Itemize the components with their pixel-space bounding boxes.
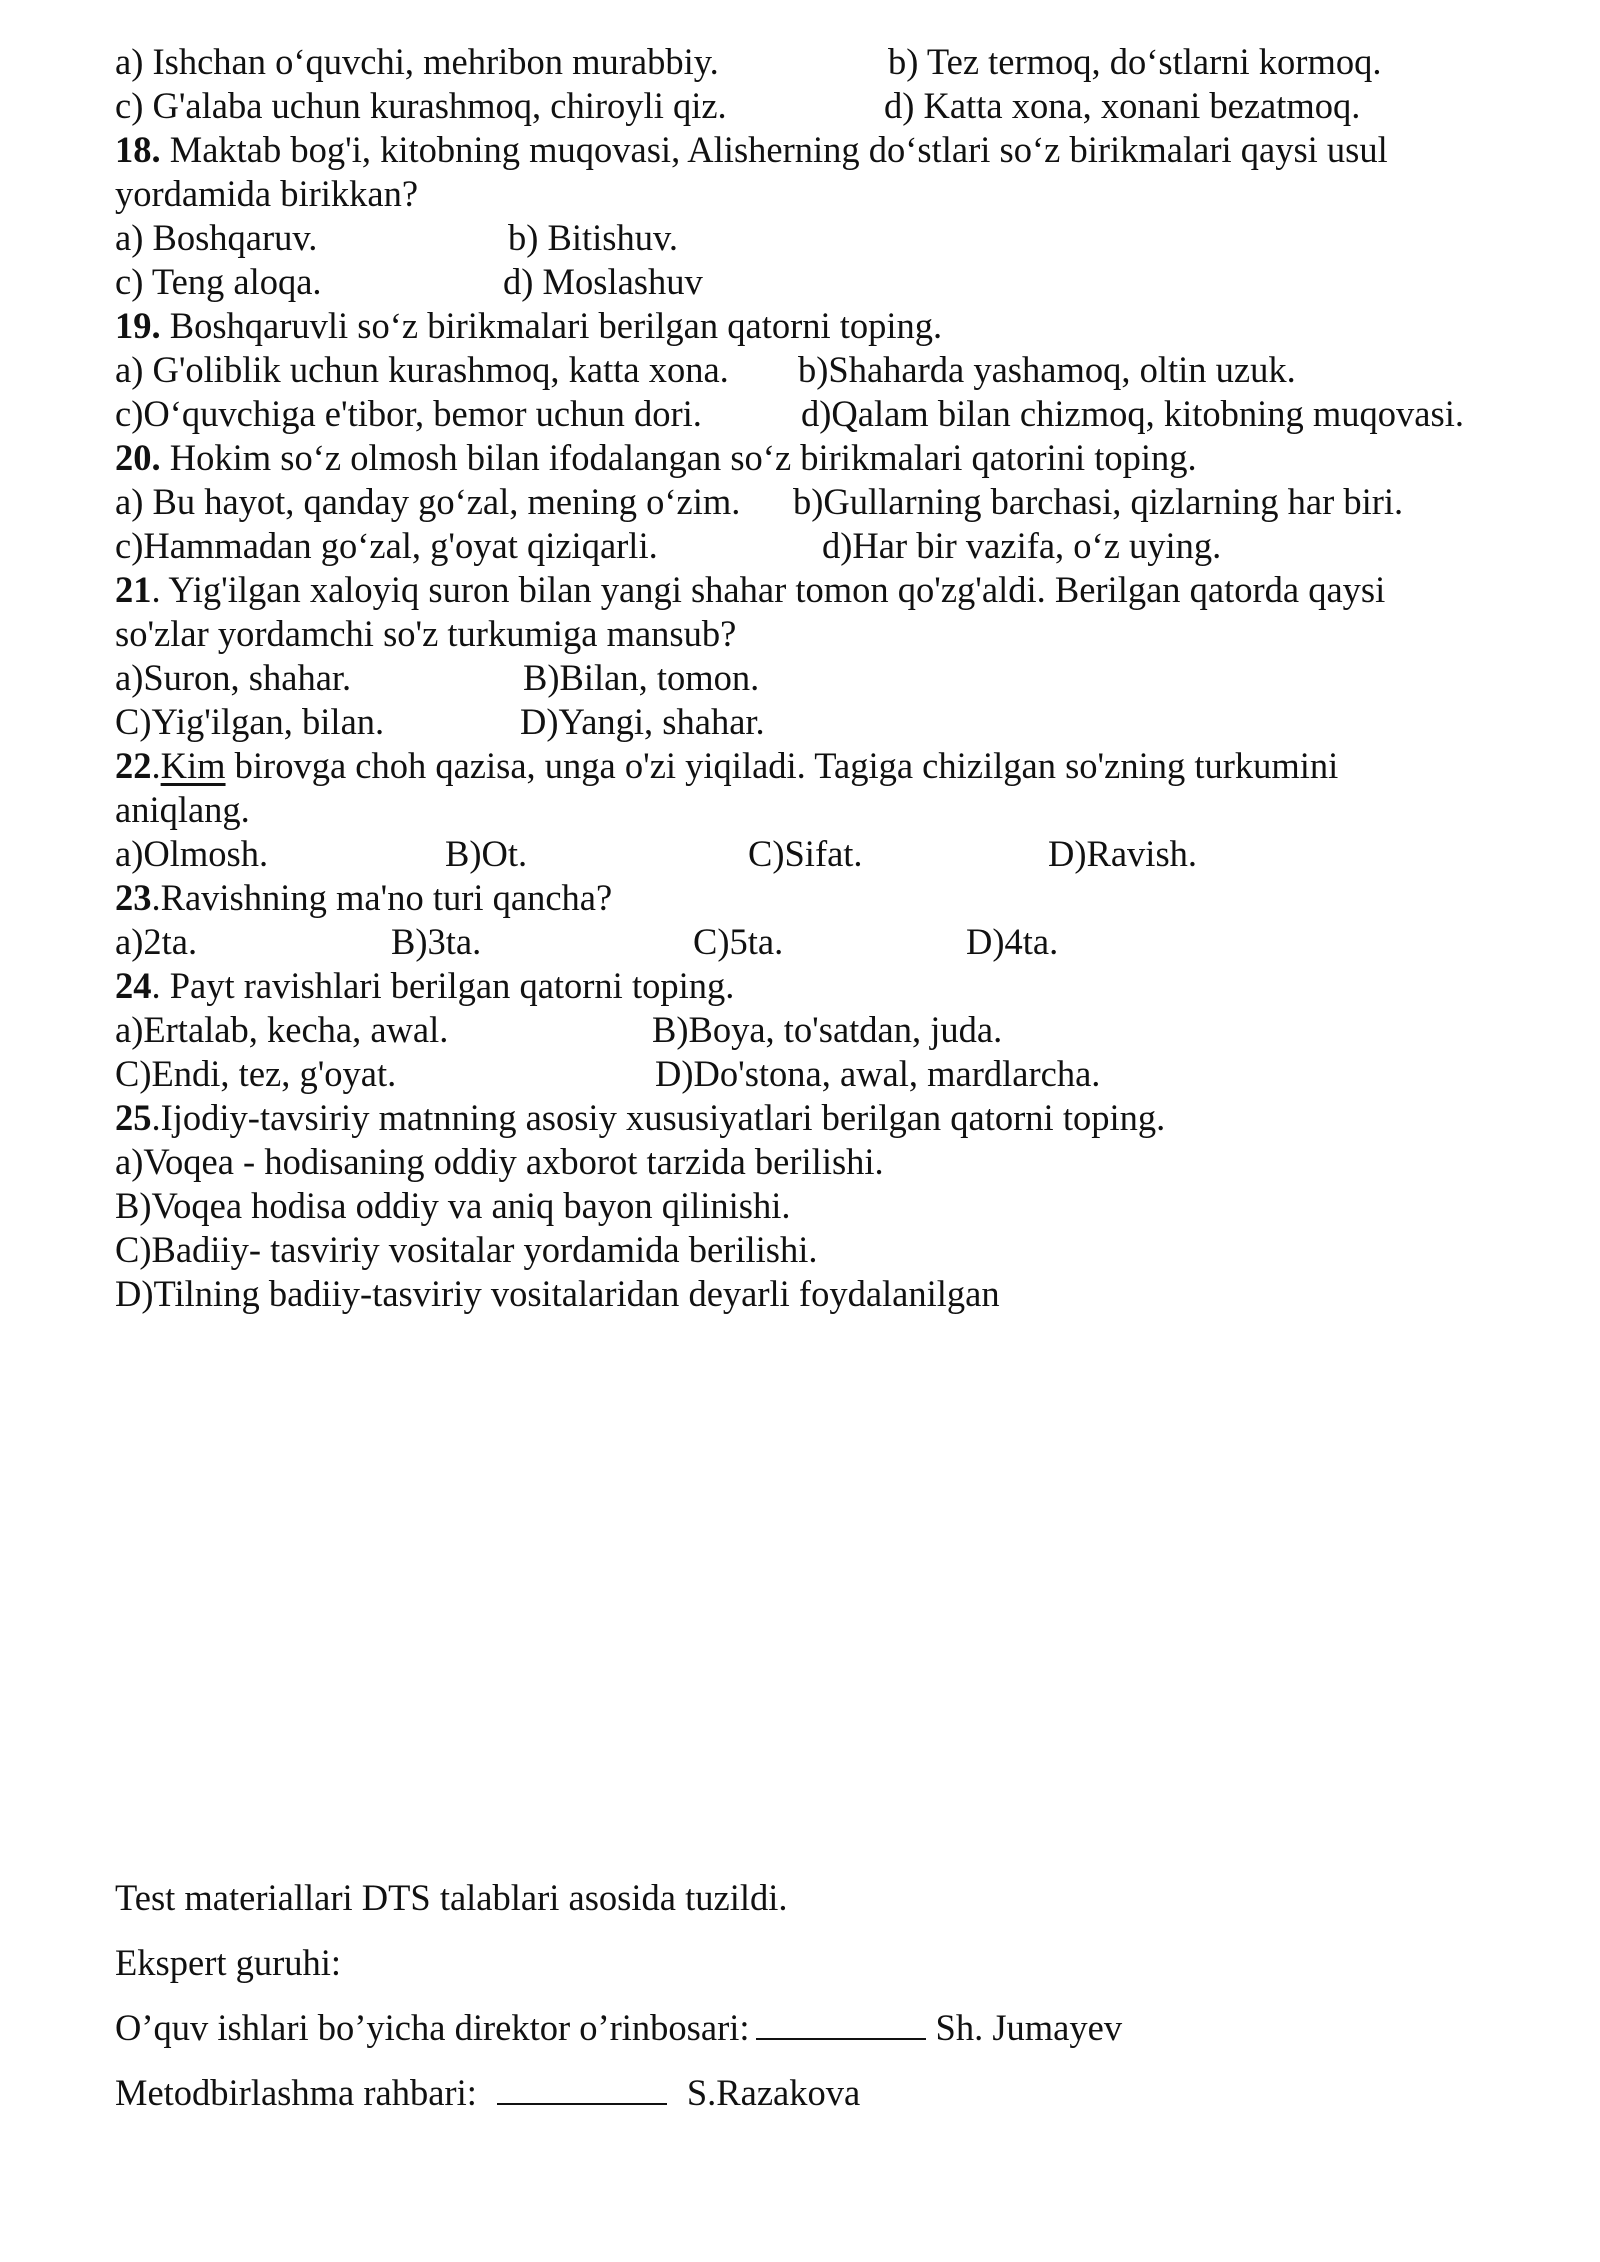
q23-text: .Ravishning ma'no turi qancha? [151,877,613,918]
q19-option-c: c)O‘quvchiga e'tibor, bemor uchun dori. [115,393,702,434]
q25-option-b: B)Voqea hodisa oddiy va aniq bayon qilinishi. [115,1185,791,1226]
q25-question [115,1096,1165,1140]
q25-option-d: D)Tilning badiiy-tasviriy vositalaridan deyarli foydalanilgan [115,1273,1000,1314]
q19-question [115,304,942,348]
q18-option-a: a) Boshqaruv. [115,217,318,258]
head-name: S.Razakova [686,2072,861,2113]
q21-number: 21 [115,569,152,610]
q21-option-a: a)Suron, shahar. [115,657,352,698]
q18-question-cont: yordamida birikkan? [115,173,419,214]
footer-note: Test materiallari DTS talablari asosida tuzildi. [115,1877,788,1918]
q25-text: .Ijodiy-tavsiriy matnning asosiy xususiyatlari berilgan qatorni toping. [151,1097,1166,1138]
head-signature-line [115,2071,860,2115]
q18-option-d: d) Moslashuv [503,261,703,302]
q18-option-c: c) Teng aloqa. [115,261,322,302]
q22-option-a: a)Olmosh. [115,833,269,874]
q24-option-b: B)Boya, to'satdan, juda. [652,1009,1003,1050]
q20-option-d: d)Har bir vazifa, o‘z uying. [822,525,1222,566]
q22-text-1: birovga choh qazisa, unga o'zi yiqiladi. Tagiga chizilgan so'zning turkumini [225,745,1339,786]
expert-group-heading: Ekspert guruhi: [115,1942,342,1983]
q20-question [115,436,1197,480]
q21-option-b: B)Bilan, tomon. [523,657,760,698]
q19-text: Boshqaruvli so‘z birikmalari berilgan qatorni toping. [160,305,943,346]
q18-number: 18. [115,129,161,170]
q25-number: 25 [115,1097,152,1138]
q23-option-c: C)5ta. [693,921,784,962]
q18-question [115,128,1388,172]
deputy-signature-line [115,2006,1122,2050]
q23-option-d: D)4ta. [966,921,1059,962]
q21-question [115,568,1385,612]
q23-option-b: B)3ta. [391,921,482,962]
q19-option-d: d)Qalam bilan chizmoq, kitobning muqovasi. [801,393,1464,434]
q22-question [115,744,1338,788]
q24-text: . Payt ravishlari berilgan qatorni toping. [151,965,735,1006]
q21-option-c: C)Yig'ilgan, bilan. [115,701,385,742]
deputy-label: O’quv ishlari bo’yicha direktor o’rinbosari: [115,2007,750,2048]
q23-number: 23 [115,877,152,918]
q24-option-c: C)Endi, tez, g'oyat. [115,1053,397,1094]
head-signature-blank [497,2073,667,2105]
q25-option-a: a)Voqea - hodisaning oddiy axborot tarzida berilishi. [115,1141,884,1182]
q19-option-b: b)Shaharda yashamoq, oltin uzuk. [798,349,1296,390]
q24-question [115,964,734,1008]
q20-option-b: b)Gullarning barchasi, qizlarning har biri. [793,481,1404,522]
q22-option-b: B)Ot. [445,833,528,874]
q21-option-d: D)Yangi, shahar. [520,701,765,742]
q25-option-c: C)Badiiy- tasviriy vositalar yordamida berilishi. [115,1229,818,1270]
q21-text-1: . Yig'ilgan xaloyiq suron bilan yangi shahar tomon qo'zg'aldi. Berilgan qatorda qaysi [151,569,1386,610]
q24-option-a: a)Ertalab, kecha, awal. [115,1009,449,1050]
q19-option-a: a) G'oliblik uchun kurashmoq, katta xona. [115,349,729,390]
q24-number: 24 [115,965,152,1006]
q24-option-d: D)Do'stona, awal, mardlarcha. [655,1053,1101,1094]
q20-number: 20. [115,437,161,478]
q17-option-d: d) Katta xona, xonani bezatmoq. [884,85,1361,126]
q19-number: 19. [115,305,161,346]
q18-option-b: b) Bitishuv. [508,217,679,258]
q17-option-a: a) Ishchan o‘quvchi, mehribon murabbiy. [115,41,719,82]
q22-dot: . [151,745,161,786]
q23-option-a: a)2ta. [115,921,198,962]
q20-text: Hokim so‘z olmosh bilan ifodalangan so‘z birikmalari qatorini toping. [160,437,1197,478]
q23-question [115,876,612,920]
q20-option-c: c)Hammadan go‘zal, g'oyat qiziqarli. [115,525,658,566]
q22-option-c: C)Sifat. [748,833,863,874]
q22-underlined-word: Kim [160,745,226,786]
q22-number: 22 [115,745,152,786]
deputy-signature-blank [756,2008,926,2040]
q22-question-cont: aniqlang. [115,789,250,830]
q17-option-c: c) G'alaba uchun kurashmoq, chiroyli qiz. [115,85,727,126]
deputy-name: Sh. Jumayev [935,2007,1123,2048]
q22-option-d: D)Ravish. [1048,833,1198,874]
q18-text-1: Maktab bog'i, kitobning muqovasi, Alisherning do‘stlari so‘z birikmalari qaysi usul [160,129,1388,170]
q17-option-b: b) Tez termoq, do‘stlarni kormoq. [888,41,1382,82]
q20-option-a: a) Bu hayot, qanday go‘zal, mening o‘zim. [115,481,741,522]
head-label: Metodbirlashma rahbari: [115,2072,477,2113]
q21-question-cont: so'zlar yordamchi so'z turkumiga mansub? [115,613,737,654]
